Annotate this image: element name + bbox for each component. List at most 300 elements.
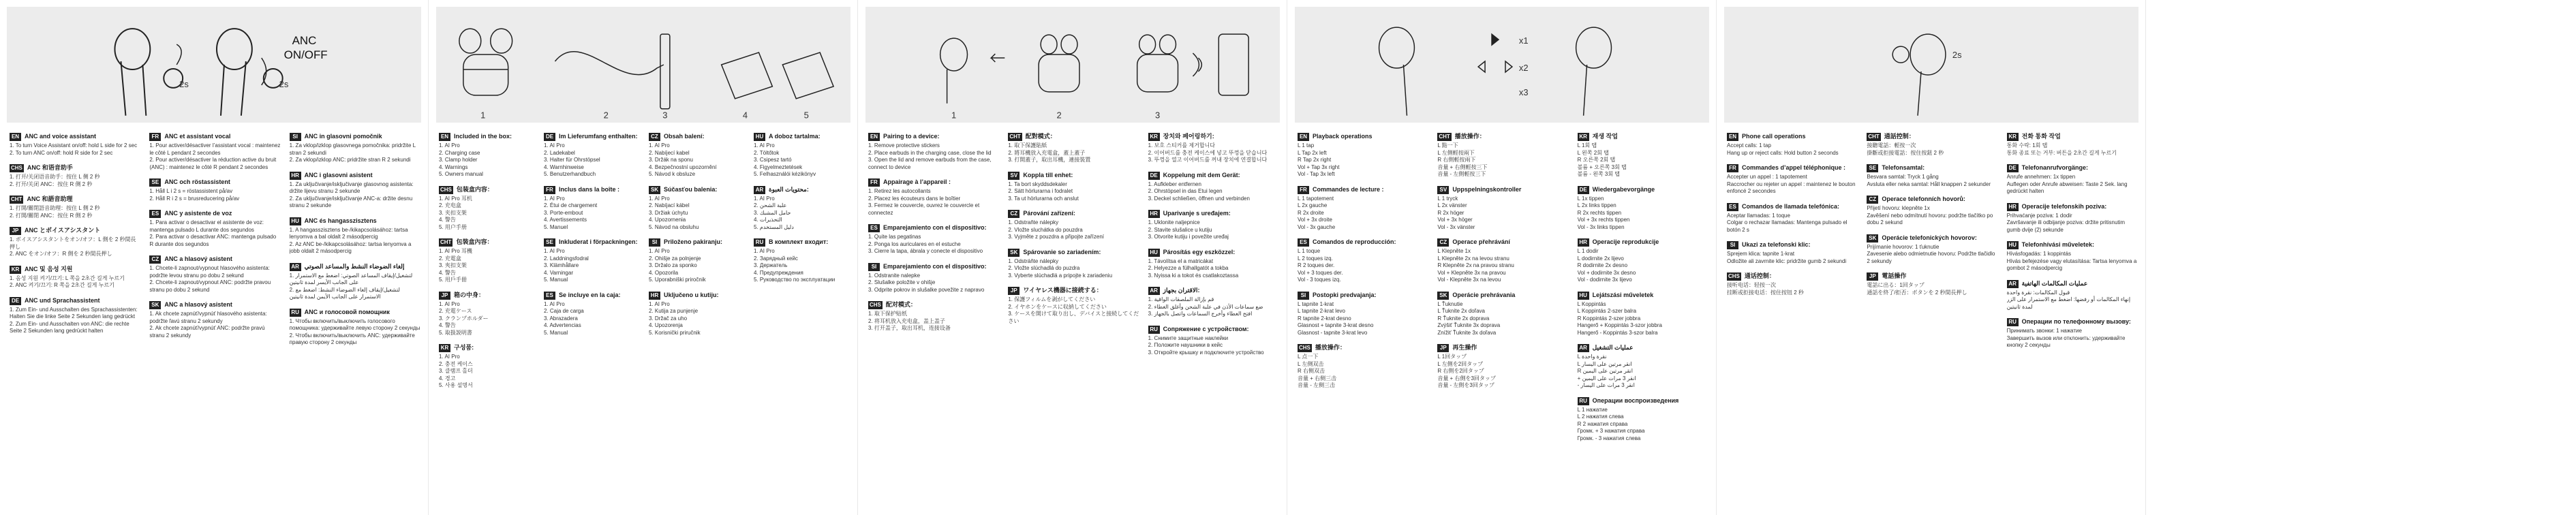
box-item-number: 4 [742,110,748,121]
language-tag: AR [1148,287,1160,295]
instruction-line: 1. 음성 지원 켜기/끄기: L 쪽을 2초간 길게 누르기 [10,275,125,281]
language-tag: CHT [11,196,22,202]
section-title: Operacije telefonskih poziva: [2021,202,2107,210]
section-title: Koppelung mit dem Gerät: [1163,171,1240,178]
language-section [1148,287,1280,318]
instruction-line: 2. Para activar o desactivar ANC: mantenga pulsado R durante dos segundos [149,234,277,247]
section-heading [290,172,421,180]
language-tag: SK [1437,292,1449,300]
box-item-number: 1 [480,110,486,121]
section-heading [544,186,641,194]
instruction-line: 4. Avertissements [544,217,587,223]
instruction-line: 接聽電話：輕按一次 [1867,142,1916,149]
section-title: ANC et assistant vocal [164,133,231,140]
language-section [439,292,536,337]
instruction-line: L 1 нажатие [1577,406,1608,413]
section-heading [1578,292,1709,300]
instruction-line: 1. Pour activer/désactiver l’assistant vocal : maintenez le côté L pendant 2 secondes [149,142,281,156]
section-heading [1148,249,1280,257]
section-heading [1298,344,1429,352]
instruction-line: 2. 打开/关闭 ANC：按住 R 侧 2 秒 [10,181,93,187]
instruction-line: 5. Návod na obsluhu [649,223,699,230]
instruction-line: R 2x höger [1437,209,1465,216]
instruction-line: R Klepněte 2x na pravou stranu [1437,262,1514,268]
instruction-line: 3. Cierre la tapa, ábrala y conecte el dispositivo [868,248,983,254]
instruction-line: 2. Nabíjecí kabel [649,149,690,156]
section-title: ANC y asistente de voz [164,210,232,217]
instruction-line: 4. Advertencias [544,322,581,328]
section-heading [1008,249,1139,257]
language-tag: AR [290,263,301,271]
language-tag: FR [544,186,555,194]
instruction-line: Přijetí hovoru: klepněte 1x [1867,205,1930,211]
language-section [544,292,641,337]
instruction-line: L انقر مرتين على اليسار [1577,360,1632,367]
language-tag: EN [868,133,880,141]
language-tag: DE [544,133,555,141]
section-title: 包装盒内容： [456,185,493,193]
panel-pairing [859,0,1287,515]
language-section [1578,186,1709,232]
instruction-line: 1. قم بإزالة الملصقات الواقية [1148,296,1214,302]
section-heading [290,309,421,317]
section-title: Wiedergabevorgänge [1592,185,1655,193]
language-section [290,133,421,164]
language-tag: DE [1148,172,1160,180]
section-heading [1867,133,1998,141]
section-title: В комплект входит: [769,238,829,245]
language-section [754,133,850,178]
section-heading [439,344,536,352]
section-title: Se incluye en la caja: [559,291,621,298]
section-title: ANC i glasovni asistent [304,171,373,178]
language-section [290,263,421,301]
language-section [868,178,1000,217]
instruction-column [1298,133,1429,508]
language-tag: SI [868,263,880,271]
language-section [1008,287,1139,325]
section-heading [1578,238,1709,247]
instruction-line: 3. Odprite pokrov in slušalke povežite z napravo [868,286,985,293]
language-section [1727,164,1858,196]
section-title: ANC och röstassistent [164,178,230,185]
language-tag: JP [439,292,450,300]
language-tag: CHS [11,165,22,171]
instruction-line: 音量 + 右侧三击 [1298,375,1337,381]
instruction-line: 3. Držalo za sponko [649,262,697,268]
instruction-line: R Tap 2x right [1298,157,1332,163]
section-title: Inkluderat i förpackningen: [559,238,638,245]
instruction-line: 3. افتح الغطاء وأخرج السماعات واتصل بالجهاز [1148,311,1253,317]
instruction-line: 3. 뚜껑을 열고 이어버드를 꺼내 장치에 연결합니다 [1148,157,1268,163]
instruction-line: L 1 tap [1298,142,1315,149]
instruction-line: 2. Vložte sluchátka do pouzdra [1008,226,1083,233]
section-heading [290,217,421,225]
language-section [10,196,141,219]
instruction-line: 1. To turn Voice Assistant on/off: hold L side for 2 sec [10,142,138,149]
box-item-number: 2 [603,110,609,121]
section-title: ANC a hlasový asistent [164,255,232,262]
instruction-line: 2. Laddningsfodral [544,255,589,262]
instruction-line: L 1회 탭 [1577,142,1597,149]
pairing-step-number: 2 [1056,110,1062,121]
instructions-columns [10,133,421,508]
section-title: Lejátszási műveletek [1592,291,1654,298]
language-section [1298,133,1429,178]
section-title: Koppla till enhet: [1023,171,1073,178]
section-title: 播放操作： [1315,344,1346,351]
section-title: 전화 통화 작업 [2021,133,2061,140]
language-tag: ES [1298,238,1309,247]
instructions-columns [439,133,850,508]
language-tag: FR [868,178,880,187]
section-heading [1008,287,1139,295]
instruction-column [754,133,850,508]
instruction-line: L 左侧双击 [1298,360,1324,367]
instruction-line: 1. AI Pro 耳機 [439,248,472,254]
instructions-columns [1298,133,1709,508]
section-title: إلغاء الضوضاء النشط والمساعد الصوتي [304,262,405,270]
section-title: ANC and voice assistant [25,133,97,140]
gesture-count: x2 [1518,62,1529,73]
language-section [1008,172,1139,203]
language-section [149,210,281,248]
instruction-line: 2. Stavite slušalice u kutiju [1148,226,1212,233]
instruction-line: 5. 사용 설명서 [439,382,473,388]
section-heading [649,238,746,247]
instruction-column [1727,133,1858,508]
section-title: 電話操作 [1882,272,1907,279]
section-heading [544,133,641,141]
panel-anc [0,0,429,515]
box-contents-drawing [436,7,850,123]
instruction-line: L 2 нажатия слева [1577,413,1624,420]
instruction-line: Vol - Klepněte 3x na levou [1437,277,1501,283]
language-tag: CHT [1009,134,1021,140]
anc-label-title: ANC [292,34,317,48]
instruction-line: L 1 tryck [1437,195,1458,202]
section-heading [1148,287,1280,295]
instruction-line: L tapnite 1-krat [1298,300,1334,307]
instruction-line: 2. Ohrstöpsel in das Etui legen [1148,188,1223,194]
language-section [544,133,641,178]
language-section [649,292,746,337]
language-section [10,266,141,290]
instruction-line: 1. 取下保護貼紙 [1008,142,1047,149]
gesture-count: x3 [1518,87,1529,97]
instruction-line: 1. Håll L i 2 s = röstassistent på/av [149,188,233,194]
section-heading [649,292,746,300]
section-title: ANC in glasovni pomočnik [304,133,382,140]
instruction-line: L 2x links tippen [1577,202,1616,208]
language-section [149,301,281,339]
anc-label-state: ON/OFF [283,48,328,62]
instruction-line: 4. 警告 [439,322,456,328]
instruction-line: 5. Návod k obsluze [649,171,696,177]
instruction-column [544,133,641,508]
instruction-line: 1. A hangasszisztens be-/kikapcsolásához: tartsa lenyomva a bal oldalt 2 másodpercig [289,226,408,240]
instruction-line: 2. Za uključivanje/isključivanje ANC-a: držite desnu stranu 2 sekunde [289,195,413,208]
section-title: Emparejamiento con el dispositivo: [883,262,987,270]
section-heading [149,301,281,309]
section-heading [290,133,421,141]
language-tag: HR [649,292,660,300]
language-section [1578,292,1709,337]
language-tag: KR [439,344,450,352]
language-tag: HR [1148,210,1160,218]
language-tag: AR [754,186,765,194]
instruction-line: 2. Чтобы включить/выключить ANC: удерживайте правую сторону 2 секунды [289,332,415,345]
instruction-line: 3. Vyjměte z pouzdra a připojte zařízení [1008,234,1104,240]
instruction-line: 音量 - 左側輕按三下 [1437,171,1486,177]
section-heading [1298,238,1429,247]
instruction-line: 1. 보호 스티커를 제거합니다 [1148,142,1216,149]
language-section [1437,133,1569,178]
language-tag: CZ [1867,196,1878,204]
section-title: Commandes de lecture : [1313,185,1384,193]
language-section [1867,272,1998,296]
instruction-line: 1. لتشغيل/إيقاف المساعد الصوتي: اضغط مع الاستمرار على الجانب الأيسر لمدة ثانيتين [289,272,413,285]
section-title: Súčasťou balenia: [664,185,718,193]
instruction-line: 4. Upozornenia [649,217,686,223]
instruction-line: 1. Ak chcete zapnúť/vypnúť hlasového asistenta: podržte ľavú stranu 2 sekundy [149,311,267,324]
instruction-line: 1. Retirez les autocollants [868,188,931,194]
section-heading [868,133,1000,141]
section-title: ANC 및 음성 지원 [25,265,73,272]
instruction-line: 3. Fermez le couvercle, ouvrez le couvercle et connectez [868,202,980,216]
instruction-line: Zvýšiť Ťuknite 3x doprava [1437,322,1501,328]
instruction-line: Vol + 3x droite [1298,217,1332,223]
section-title: 播放操作： [1454,133,1486,140]
instruction-line: 3. Halter für Ohrstöpsel [544,157,600,163]
instruction-line: 통화 종료 또는 거부: 버튼을 2초간 길게 누르기 [2006,149,2117,156]
instruction-line: Vol + Klepněte 3x na pravou [1437,269,1506,276]
instruction-line: 3. Abrazadera [544,315,578,322]
instruction-line: 1. Chcete-li zapnout/vypnout hlasového asistenta: podržte levou stranu po dobu 2 sekund [149,265,270,279]
section-title: Ukazi za telefonski klic: [1742,241,1811,248]
instruction-line: 3. 夾扣支架 [439,262,467,268]
instruction-line: 音量 - 左側を3回タップ [1437,382,1494,388]
instruction-line: L 2x gauche [1298,202,1328,208]
instruction-line: 1. AI Pro [649,300,670,307]
instruction-line: Besvara samtal: Tryck 1 gång [1867,174,1939,180]
instruction-line: 2. Kutija za punjenje [649,308,699,314]
instruction-line: Завершить вызов или отклонить: удерживайте кнопку 2 секунды [2006,334,2126,348]
language-tag: SI [649,238,660,247]
section-heading [10,164,141,172]
instruction-line: 5. دليل المستخدم [754,223,794,230]
section-heading [10,196,141,204]
instruction-line: 音量 - 左侧三击 [1298,382,1336,388]
instruction-line: 2. Ponga los auriculares en el estuche [868,240,961,247]
instruction-line: Sprejem klica: tapnite 1-krat [1727,251,1795,257]
language-section [868,263,1000,294]
hold-time-right: 2s [279,78,289,89]
section-title: ANC и голосовой помощник [304,308,390,315]
instruction-line: 4. Предупреждения [754,269,803,276]
gesture-hold-time: 2s [1952,50,1962,61]
section-title: Appairage à l’appareil : [883,178,951,185]
anc-earbud-drawing [7,7,421,123]
instruction-line: 2. Helyezze a fülhallgatót a tokba [1148,265,1229,271]
instruction-line: 1. Remove protective stickers [868,142,940,149]
language-tag: ES [544,292,555,300]
instruction-line: 2. 充電ケース [439,308,472,314]
instruction-line: 5. Manual [544,329,568,336]
language-tag: HR [290,172,301,180]
instruction-line: Vol + 3x höger [1437,217,1473,223]
instruction-line: Принимать звонки: 1 нажатие [2006,328,2082,334]
language-section [10,133,141,157]
section-heading [439,292,536,300]
section-title: 재생 작업 [1592,133,1618,140]
section-title: Operace telefonních hovorů: [1882,196,1965,202]
instruction-line: Vol - Tap 3x left [1298,171,1335,177]
section-heading [1867,196,1998,204]
instruction-line: Colgar o rechazar llamadas: Mantenga pulsado el botón 2 s [1727,219,1847,233]
instruction-line: Hívásfogadás: 1 koppintás [2006,251,2071,257]
language-tag: KR [1578,133,1589,141]
section-title: Telefonanrufvorgänge: [2021,164,2088,171]
instruction-column [1148,133,1280,508]
language-tag: SE [544,238,555,247]
language-tag: FR [1727,164,1738,172]
instruction-line: 2. Caja de carga [544,308,584,314]
section-heading [1578,133,1709,141]
instruction-line: 1. AI Pro [649,195,670,202]
section-heading [1578,186,1709,194]
language-section [290,217,421,255]
instruction-line: 1. Za vklop/izklop glasovnega pomočnika: pridržite L stran 2 sekundi [289,142,416,156]
language-tag: CHT [1439,134,1450,140]
instruction-line: 1. Quite las pegatinas [868,234,921,240]
instruction-line: 4. Opozorila [649,269,679,276]
language-tag: RU [1148,326,1160,334]
section-heading [868,224,1000,232]
instruction-line: 4. Upozorenja [649,322,683,328]
instruction-line: 1. Za uključivanje/isključivanje glasovnog asistenta: držite lijevu stranu 2 sekunde [289,181,414,194]
instruction-line: Prijímanie hovorov: 1 ťuknutie [1867,243,1939,250]
instruction-column [1008,133,1139,508]
instruction-line: 2. Nabíjací kábel [649,202,690,208]
instruction-line: L 1回タップ [1437,354,1467,360]
instruction-line: 3. Nyissa ki a tokot és csatlakoztassa [1148,272,1239,279]
instruction-line: Anrufe annehmen: 1x tippen [2006,174,2076,180]
section-heading [439,133,536,141]
section-title: ANC 和語音助理 [27,196,73,202]
instruction-line: 4. 警告 [439,217,456,223]
section-title: 箱の中身： [454,291,485,298]
instruction-line: Auflegen oder Anrufe abweisen: Taste 2 Sek. lang gedrückt halten [2006,181,2128,194]
section-heading [1148,210,1280,218]
language-tag: CHS [440,186,452,193]
instruction-line: L 1x tippen [1577,195,1604,202]
instructions-columns [868,133,1280,508]
section-heading [2007,318,2138,326]
instruction-line: Hangerő + Koppintás 3-szor jobbra [1577,322,1662,328]
section-heading [1437,292,1569,300]
section-title: Операции по телефонному вызову: [2021,318,2131,325]
instruction-column [439,133,536,508]
instruction-line: 1. Ta bort skyddsdekaler [1008,181,1067,187]
language-tag: DE [1578,186,1589,194]
language-section [1867,164,1998,188]
language-section [1437,238,1569,284]
instruction-line: Vol - 3x vänster [1437,223,1475,230]
instruction-line: 1. AI Pro [544,248,565,254]
instruction-line: Avsluta eller neka samtal: Håll knappen 2 sekunder [1867,181,1991,187]
instruction-line: 1. Odstraňte nálepky [1008,219,1059,225]
instruction-line: 2. Vložte slúchadlá do puzdra [1008,265,1080,271]
section-heading [868,178,1000,187]
instruction-line: 3. Držiak úchytu [649,209,688,216]
instruction-line: 1. Távolítsa el a matricákat [1148,258,1214,264]
section-title: Операции воспроизведения [1592,396,1679,404]
section-title: الاقتران بجهاز: [1163,287,1200,294]
language-tag: KR [10,266,21,274]
instruction-line: 1. AI Pro [754,248,775,254]
instruction-line: 3. Otvorite kutiju i povežite uređaj [1148,234,1229,240]
language-section [149,255,281,294]
language-tag: SI [1298,292,1309,300]
instruction-line: 5. 取扱説明書 [439,329,472,336]
language-tag: HU [290,217,301,225]
instruction-line: 2. Положите наушники в кейс [1148,342,1223,348]
instruction-line: 2. Ak chcete zapnúť/vypnúť ANC: podržte pravú stranu 2 sekundy [149,325,265,339]
panel-calls [1717,0,2146,515]
section-heading [1437,344,1569,352]
instruction-line: R tapnite 2-krat desno [1298,315,1351,322]
instruction-line: R 右側輕按兩下 [1437,157,1476,163]
language-section [2007,241,2138,272]
language-tag: SE [1867,164,1878,172]
instruction-line: R Ťuknite 2x doprava [1437,315,1490,322]
section-title: Telefonhívási műveletek: [2021,241,2095,248]
language-tag: JP [10,227,21,235]
instruction-line: 5. Manuel [544,223,568,230]
instruction-line: 1. 保護フィルムを剥がしてください [1008,296,1096,302]
section-heading [149,133,281,141]
language-section [1578,238,1709,284]
section-heading [10,297,141,305]
instruction-column [868,133,1000,508]
language-section [1298,238,1429,284]
language-tag: EN [10,133,21,141]
section-title: ANC a hlasový asistent [164,301,232,308]
instruction-line: 3. Clamp holder [439,157,478,163]
language-tag: JP [1867,272,1878,281]
section-heading [1148,133,1280,141]
instruction-line: 1. AI Pro [649,142,670,149]
instruction-line: 3. 打開蓋子，取出耳機，連接裝置 [1008,157,1091,163]
instruction-line: L 点一下 [1298,354,1319,360]
panel-box-contents [429,0,858,515]
instruction-line: 2. Étui de chargement [544,202,598,208]
instruction-line: 3. Держатель [754,262,788,268]
instruction-line: L نقرة واحدة [1577,354,1607,360]
instruction-line: 2. 충전 케이스 [439,360,473,367]
language-section [1867,196,1998,227]
instruction-line: 3. ケースを開けて取り出し、デバイスと接続してください [1008,311,1139,324]
section-title: 配对模式： [885,301,917,308]
instruction-line: 2. Za vklop/izklop ANC: pridržite stran R 2 sekundi [289,157,411,163]
instruction-line: 2. Зарядный кейс [754,255,798,262]
instruction-column [10,133,141,508]
section-heading [1437,133,1569,141]
instruction-line: 4. Varningar [544,269,573,276]
section-title: Сопряжение с устройством: [1163,325,1249,332]
instruction-line: Vol + Tap 3x right [1298,163,1340,170]
